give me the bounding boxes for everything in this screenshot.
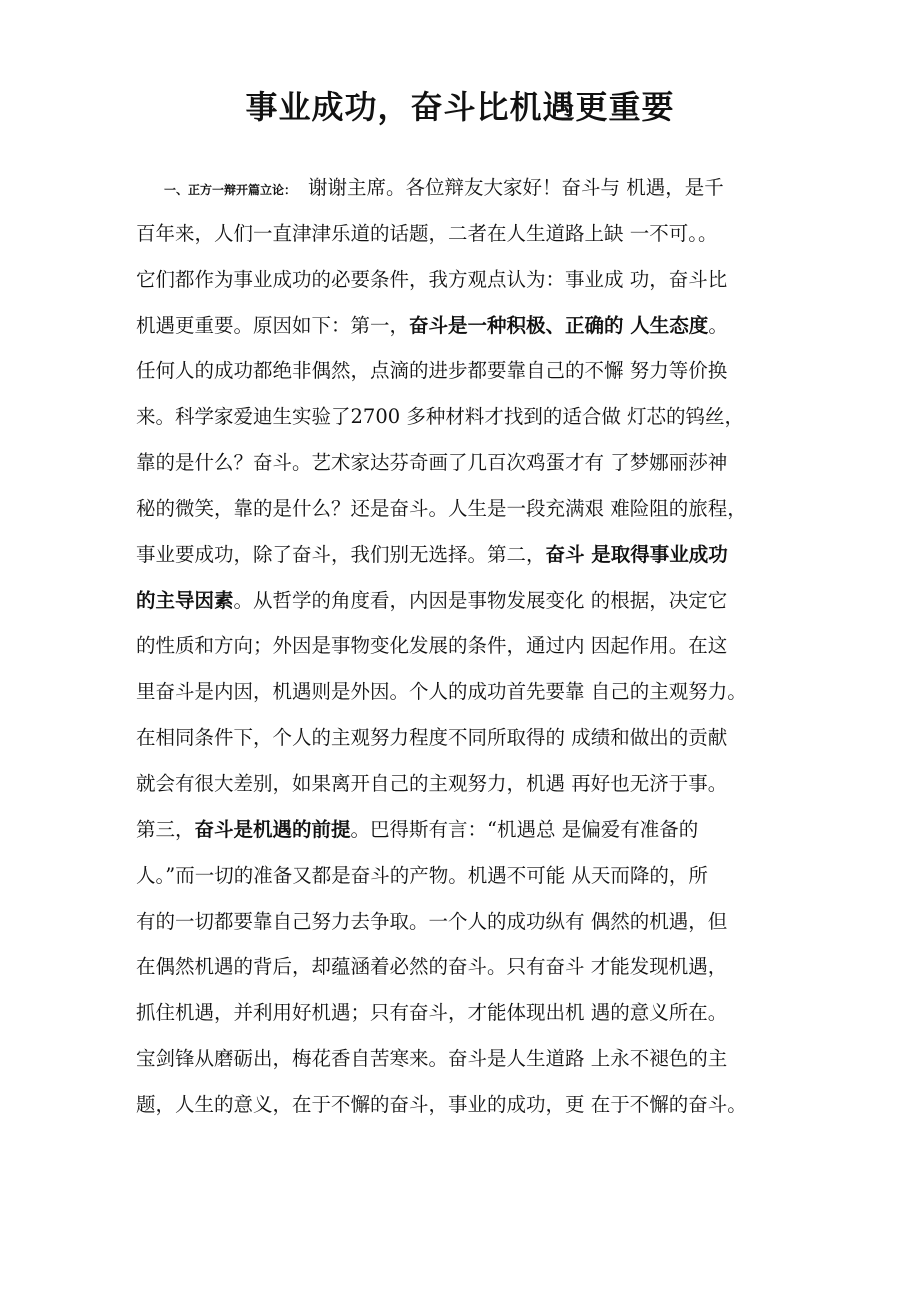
text-segment: 抓住机遇，并利用好机遇；只有奋斗，才能体现出机 遇的意义所在。 (136, 1001, 728, 1025)
text-segment: 第三， (136, 817, 195, 841)
text-segment: 有的一切都要靠自己努力去争取。一个人的成功纵有 偶然的机遇，但 (136, 909, 728, 933)
text-segment: 百年来，人们一直津津乐道的话题，二者在人生道路上缺 一不可。。 (136, 221, 718, 245)
text-line (136, 1036, 816, 1082)
text-line (136, 440, 816, 486)
text-line (136, 578, 816, 624)
text-line (136, 165, 816, 211)
bold-phrase: 奋斗 是取得事业成功 (545, 542, 728, 566)
text-line (136, 303, 816, 349)
text-line (136, 761, 816, 807)
text-line (136, 623, 816, 669)
text-segment: 。巴得斯有言：“机遇总 是偏爱有准备的 (350, 817, 699, 841)
text-segment: 靠的是什么？奋斗。艺术家达芬奇画了几百次鸡蛋才有 了梦娜丽莎神 (136, 451, 728, 475)
document-body (136, 165, 816, 1128)
text-segment: 秘的微笑，靠的是什么？还是奋斗。人生是一段充满艰 难险阻的旅程， (136, 496, 747, 520)
text-segment: 它们都作为事业成功的必要条件，我方观点认为：事业成 功，奋斗比 (136, 267, 728, 291)
text-line (136, 944, 816, 990)
text-line (136, 807, 816, 853)
text-segment: 在相同条件下，个人的主观努力程度不同所取得的 成绩和做出的贡献 (136, 726, 728, 750)
text-segment: 。 (708, 313, 728, 337)
section-label: 一、正方一辩开篇立论： (164, 183, 297, 197)
text-segment: 的性质和方向；外因是事物变化发展的条件，通过内 因起作用。在这 (136, 634, 728, 658)
text-line (136, 211, 816, 257)
text-segment: 机遇更重要。原因如下：第一， (136, 313, 410, 337)
text-segment: 在偶然机遇的背后，却蕴涵着必然的奋斗。只有奋斗 才能发现机遇， (136, 955, 728, 979)
text-line (136, 348, 816, 394)
text-segment: 事业要成功，除了奋斗，我们别无选择。第二， (136, 542, 546, 566)
bold-phrase: 奋斗是一种积极、正确的 人生态度 (409, 313, 709, 337)
text-segment: 题，人生的意义，在于不懈的奋斗，事业的成功，更 在于不懈的奋斗。 (136, 1092, 747, 1116)
text-line (136, 990, 816, 1036)
bold-phrase: 的主导因素 (136, 588, 234, 612)
text-segment: 。从哲学的角度看，内因是事物发展变化 的根据，决定它 (233, 588, 728, 612)
text-line (136, 899, 816, 945)
text-line (136, 853, 816, 899)
text-segment: 就会有很大差别，如果离开自己的主观努力，机遇 再好也无济于事。 (136, 771, 728, 795)
text-segment: 人。”而一切的准备又都是奋斗的产物。机遇不可能 从天而降的，所 (136, 863, 708, 887)
text-segment: 里奋斗是内因，机遇则是外因。个人的成功首先要靠 自己的主观努力。 (136, 680, 747, 704)
text-line (136, 1082, 816, 1128)
text-segment: 谢谢主席。各位辩友大家好！奋斗与 机遇，是千 (308, 176, 724, 199)
text-line (136, 669, 816, 715)
text-line (136, 257, 816, 303)
text-segment: 任何人的成功都绝非偶然，点滴的进步都要靠自己的不懈 努力等价换 (136, 359, 728, 383)
text-line (136, 486, 816, 532)
text-line (136, 394, 816, 440)
bold-phrase: 奋斗是机遇的前提 (194, 817, 351, 841)
text-segment: 宝剑锋从磨砺出，梅花香自苦寒来。奋斗是人生道路 上永不褪色的主 (136, 1047, 728, 1071)
text-line (136, 532, 816, 578)
page-title: 事业成功，奋斗比机遇更重要 (245, 88, 675, 126)
text-segment: 来。科学家爱迪生实验了2700 多种材料才找到的适合做 灯芯的钨丝， (136, 405, 745, 429)
text-line (136, 715, 816, 761)
